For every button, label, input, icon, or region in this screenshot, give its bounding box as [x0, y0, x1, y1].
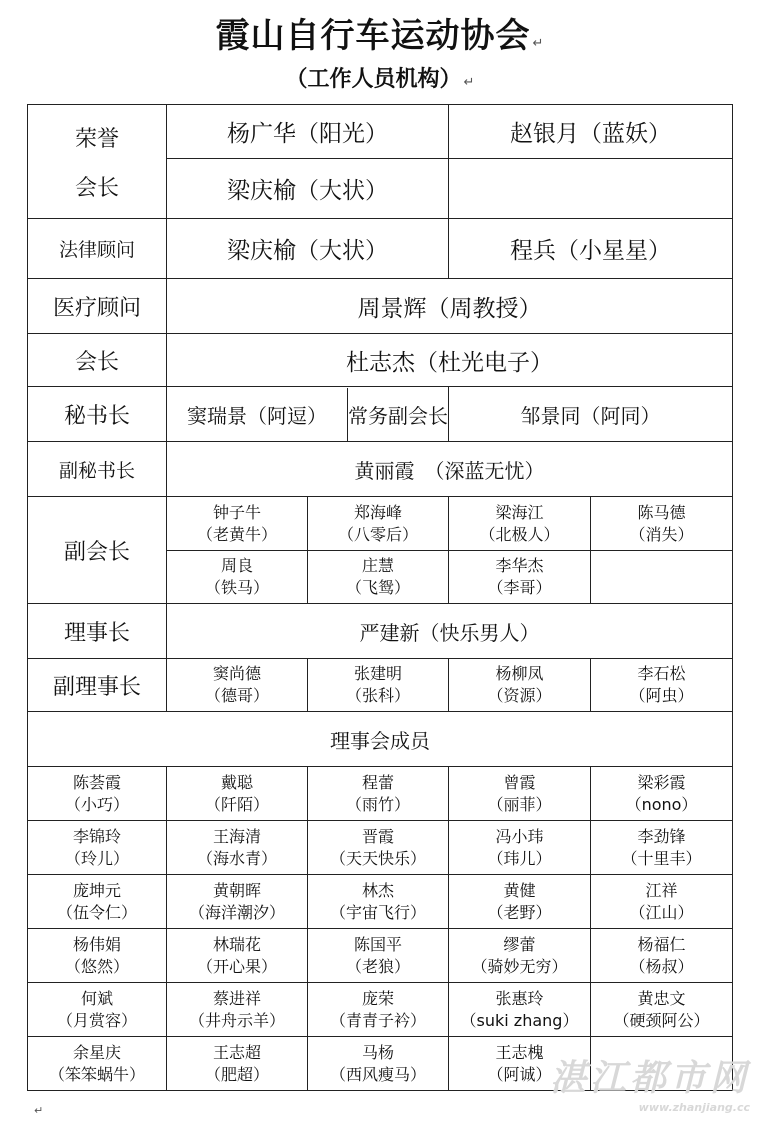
vp-cell: 周良 （铁马） — [167, 551, 308, 604]
label-vice-chairman: 副理事长 — [28, 659, 167, 712]
vp-cell: 陈马德 （消失） — [591, 497, 733, 551]
council-cell: 戴聪 （阡陌） — [167, 767, 308, 821]
council-cell: 马杨 （西风瘦马） — [308, 1037, 449, 1091]
honor-person-3: 梁庆榆（大状） — [167, 159, 449, 219]
label-honor: 荣誉 会长 — [28, 105, 167, 219]
vp-cell: 李华杰 （李哥） — [449, 551, 591, 604]
medical-advisor: 周景辉（周教授） — [167, 279, 733, 334]
council-cell: 杨福仁 （杨叔） — [591, 929, 733, 983]
president-name: 杜志杰（杜光电子） — [167, 334, 733, 387]
empty-cell — [591, 551, 733, 604]
council-cell: 林杰 （宇宙飞行） — [308, 875, 449, 929]
council-cell: 余星庆 （笨笨蜗牛） — [28, 1037, 167, 1091]
vice-chairman-cell: 杨柳凤 （资源） — [449, 659, 591, 712]
council-cell: 梁彩霞 （nono） — [591, 767, 733, 821]
label-executive-vp: 常务副会长 — [348, 403, 448, 428]
honor-person-2: 赵银月（蓝妖） — [449, 105, 733, 159]
vp-cell: 钟子牛 （老黄牛） — [167, 497, 308, 551]
legal-advisor-2: 程兵（小星星） — [449, 219, 733, 279]
label-president: 会长 — [28, 334, 167, 387]
honor-person-1: 杨广华（阳光） — [167, 105, 449, 159]
label-medical-advisor: 医疗顾问 — [28, 279, 167, 334]
document-title: 霞山自行车运动协会 ↵ — [215, 16, 545, 56]
staff-table — [27, 104, 733, 1091]
council-cell: 杨伟娟 （悠然） — [28, 929, 167, 983]
council-cell: 江祥 （江山） — [591, 875, 733, 929]
council-cell: 陈国平 （老狼） — [308, 929, 449, 983]
council-cell: 王海清 （海水青） — [167, 821, 308, 875]
council-cell: 黄忠文 （硬颈阿公） — [591, 983, 733, 1037]
empty-cell — [449, 159, 733, 219]
council-cell: 李锦玲 （玲儿） — [28, 821, 167, 875]
vice-chairman-cell: 张建明 （张科） — [308, 659, 449, 712]
council-cell: 何斌 （月赏容） — [28, 983, 167, 1037]
secretary-name: 窦瑞景（阿逗） — [167, 388, 348, 441]
label-chairman: 理事长 — [28, 604, 167, 659]
vp-cell: 庄慧 （飞鸳） — [308, 551, 449, 604]
legal-advisor-1: 梁庆榆（大状） — [167, 219, 449, 279]
council-cell: 陈荟霞 （小巧） — [28, 767, 167, 821]
council-cell: 程蕾 （雨竹） — [308, 767, 449, 821]
executive-vp-name: 邹景同（阿同） — [449, 387, 733, 442]
council-cell: 蔡进祥 （井舟示羊） — [167, 983, 308, 1037]
deputy-secretary-name: 黄丽霞 （深蓝无忧） — [167, 442, 733, 497]
council-cell: 曾霞 （丽菲） — [449, 767, 591, 821]
council-cell: 李劲锋 （十里丰） — [591, 821, 733, 875]
watermark-en: www.zhanjiang.cc — [638, 1101, 750, 1114]
vp-cell: 梁海江 （北极人） — [449, 497, 591, 551]
council-cell: 冯小玮 （玮儿） — [449, 821, 591, 875]
label-legal-advisor: 法律顾问 — [28, 219, 167, 279]
council-header: 理事会成员 — [28, 712, 733, 767]
council-cell: 林瑞花 （开心果） — [167, 929, 308, 983]
label-secretary: 秘书长 — [28, 387, 167, 442]
watermark-cn: 湛江都市网 — [549, 1058, 750, 1099]
document-subtitle: （工作人员机构） ↵ — [285, 67, 475, 92]
end-mark: ↵ — [34, 1104, 44, 1117]
watermark — [550, 1050, 750, 1114]
council-cell: 王志槐 （阿诚） — [449, 1037, 591, 1091]
label-vice-president: 副会长 — [28, 497, 167, 604]
council-cell: 庞荣 （青青子衿） — [308, 983, 449, 1037]
council-cell: 黄朝晖 （海洋潮汐） — [167, 875, 308, 929]
council-cell: 缪蕾 （骑妙无穷） — [449, 929, 591, 983]
council-cell: 张惠玲 （suki zhang） — [449, 983, 591, 1037]
council-cell: 黄健 （老野） — [449, 875, 591, 929]
vp-cell: 郑海峰 （八零后） — [308, 497, 449, 551]
council-cell: 庞坤元 （伍令仁） — [28, 875, 167, 929]
vice-chairman-cell: 窦尚德 （德哥） — [167, 659, 308, 712]
secretary-compound — [167, 387, 449, 442]
label-deputy-secretary: 副秘书长 — [28, 442, 167, 497]
council-cell: 王志超 （肥超） — [167, 1037, 308, 1091]
vice-chairman-cell: 李石松 （阿虫） — [591, 659, 733, 712]
chairman-name: 严建新（快乐男人） — [167, 604, 733, 659]
council-cell: 晋霞 （天天快乐） — [308, 821, 449, 875]
